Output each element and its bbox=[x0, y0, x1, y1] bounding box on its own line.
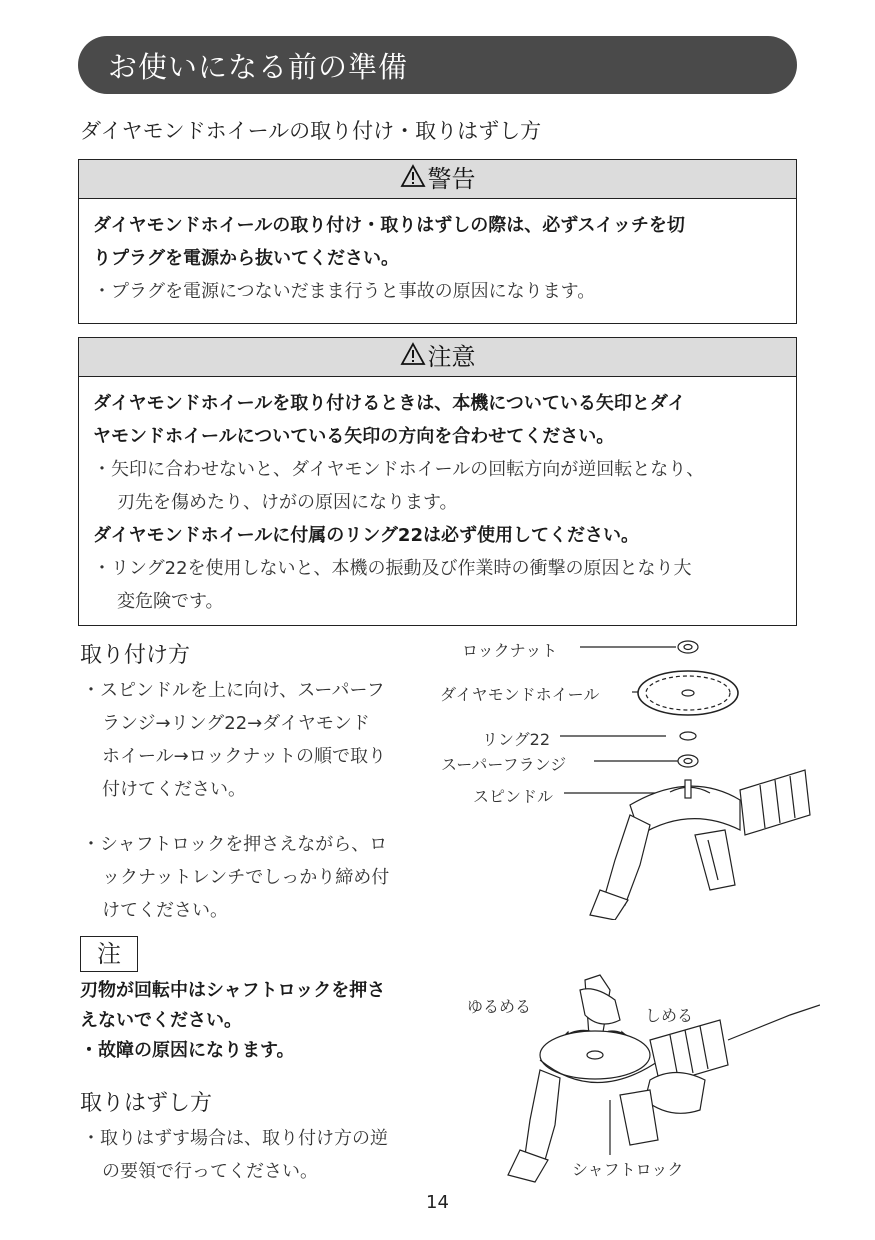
caution-box bbox=[78, 337, 797, 626]
remove-heading: 取りはずし方 bbox=[80, 1091, 213, 1116]
note-label-box: 注 bbox=[80, 936, 138, 972]
caution-line: ダイヤモンドホイールを取り付けるときは、本機についている矢印とダイ bbox=[93, 393, 686, 414]
page-header bbox=[78, 36, 797, 94]
exploded-diagram bbox=[440, 630, 820, 920]
caution-line: ・リング22を使用しないと、本機の振動及び作業時の衝撃の原因となり大 bbox=[93, 558, 692, 579]
warning-box bbox=[78, 159, 797, 324]
note-line: 刃物が回転中はシャフトロックを押さ bbox=[80, 980, 386, 1001]
note-line: えないでください。 bbox=[80, 1010, 242, 1031]
label-tighten: しめる bbox=[645, 1006, 694, 1025]
attach-line: ・シャフトロックを押さえながら、ロ bbox=[82, 834, 388, 855]
warning-title: 警告 bbox=[427, 165, 476, 193]
label-spindle: スピンドル bbox=[473, 787, 554, 806]
attach-heading: 取り付け方 bbox=[80, 643, 191, 668]
caution-body bbox=[79, 377, 796, 618]
remove-line: の要領で行ってください。 bbox=[102, 1161, 318, 1182]
attach-line: けてください。 bbox=[102, 900, 228, 921]
attach-line: ・スピンドルを上に向け、スーパーフ bbox=[82, 680, 385, 701]
label-shaftlock: シャフトロック bbox=[572, 1160, 684, 1179]
wrench-diagram bbox=[500, 960, 820, 1185]
note-line: ・故障の原因になります。 bbox=[80, 1040, 295, 1061]
attach-line: ランジ→リング22→ダイヤモンド bbox=[102, 713, 370, 734]
page-number: 14 bbox=[426, 1192, 449, 1213]
caution-line: 刃先を傷めたり、けがの原因になります。 bbox=[117, 492, 458, 513]
section-subtitle: ダイヤモンドホイールの取り付け・取りはずし方 bbox=[80, 119, 542, 143]
attach-step1 bbox=[82, 674, 442, 806]
attach-line: 付けてください。 bbox=[102, 779, 246, 800]
label-wheel: ダイヤモンドホイール bbox=[440, 685, 600, 704]
warning-line: りプラグを電源から抜いてください。 bbox=[93, 248, 399, 269]
warning-line: ・プラグを電源につないだまま行うと事故の原因になります。 bbox=[93, 281, 596, 302]
attach-step2 bbox=[82, 828, 442, 927]
caution-line: ダイヤモンドホイールに付属のリング22は必ず使用してください。 bbox=[93, 525, 639, 546]
caution-line: ヤモンドホイールについている矢印の方向を合わせてください。 bbox=[93, 426, 615, 447]
label-flange: スーパーフランジ bbox=[441, 755, 567, 774]
remove-body bbox=[82, 1122, 452, 1188]
warning-line: ダイヤモンドホイールの取り付け・取りはずしの際は、必ずスイッチを切 bbox=[93, 215, 685, 236]
caution-line: 変危険です。 bbox=[117, 591, 224, 612]
warning-triangle-icon bbox=[400, 161, 426, 199]
caution-triangle-icon bbox=[400, 339, 426, 377]
note-body bbox=[80, 976, 450, 1066]
caution-line: ・矢印に合わせないと、ダイヤモンドホイールの回転方向が逆回転となり、 bbox=[93, 459, 705, 480]
label-locknut: ロックナット bbox=[462, 641, 558, 660]
label-loosen: ゆるめる bbox=[467, 997, 532, 1016]
warning-body bbox=[79, 199, 796, 308]
label-ring: リング22 bbox=[482, 730, 551, 749]
warning-bar bbox=[79, 160, 796, 199]
page-title: お使いになる前の準備 bbox=[108, 50, 409, 84]
caution-title: 注意 bbox=[427, 343, 476, 371]
attach-line: ックナットレンチでしっかり締め付 bbox=[102, 867, 390, 888]
attach-line: ホイール→ロックナットの順で取り bbox=[102, 746, 387, 767]
caution-bar bbox=[79, 338, 796, 377]
remove-line: ・取りはずす場合は、取り付け方の逆 bbox=[82, 1128, 388, 1149]
